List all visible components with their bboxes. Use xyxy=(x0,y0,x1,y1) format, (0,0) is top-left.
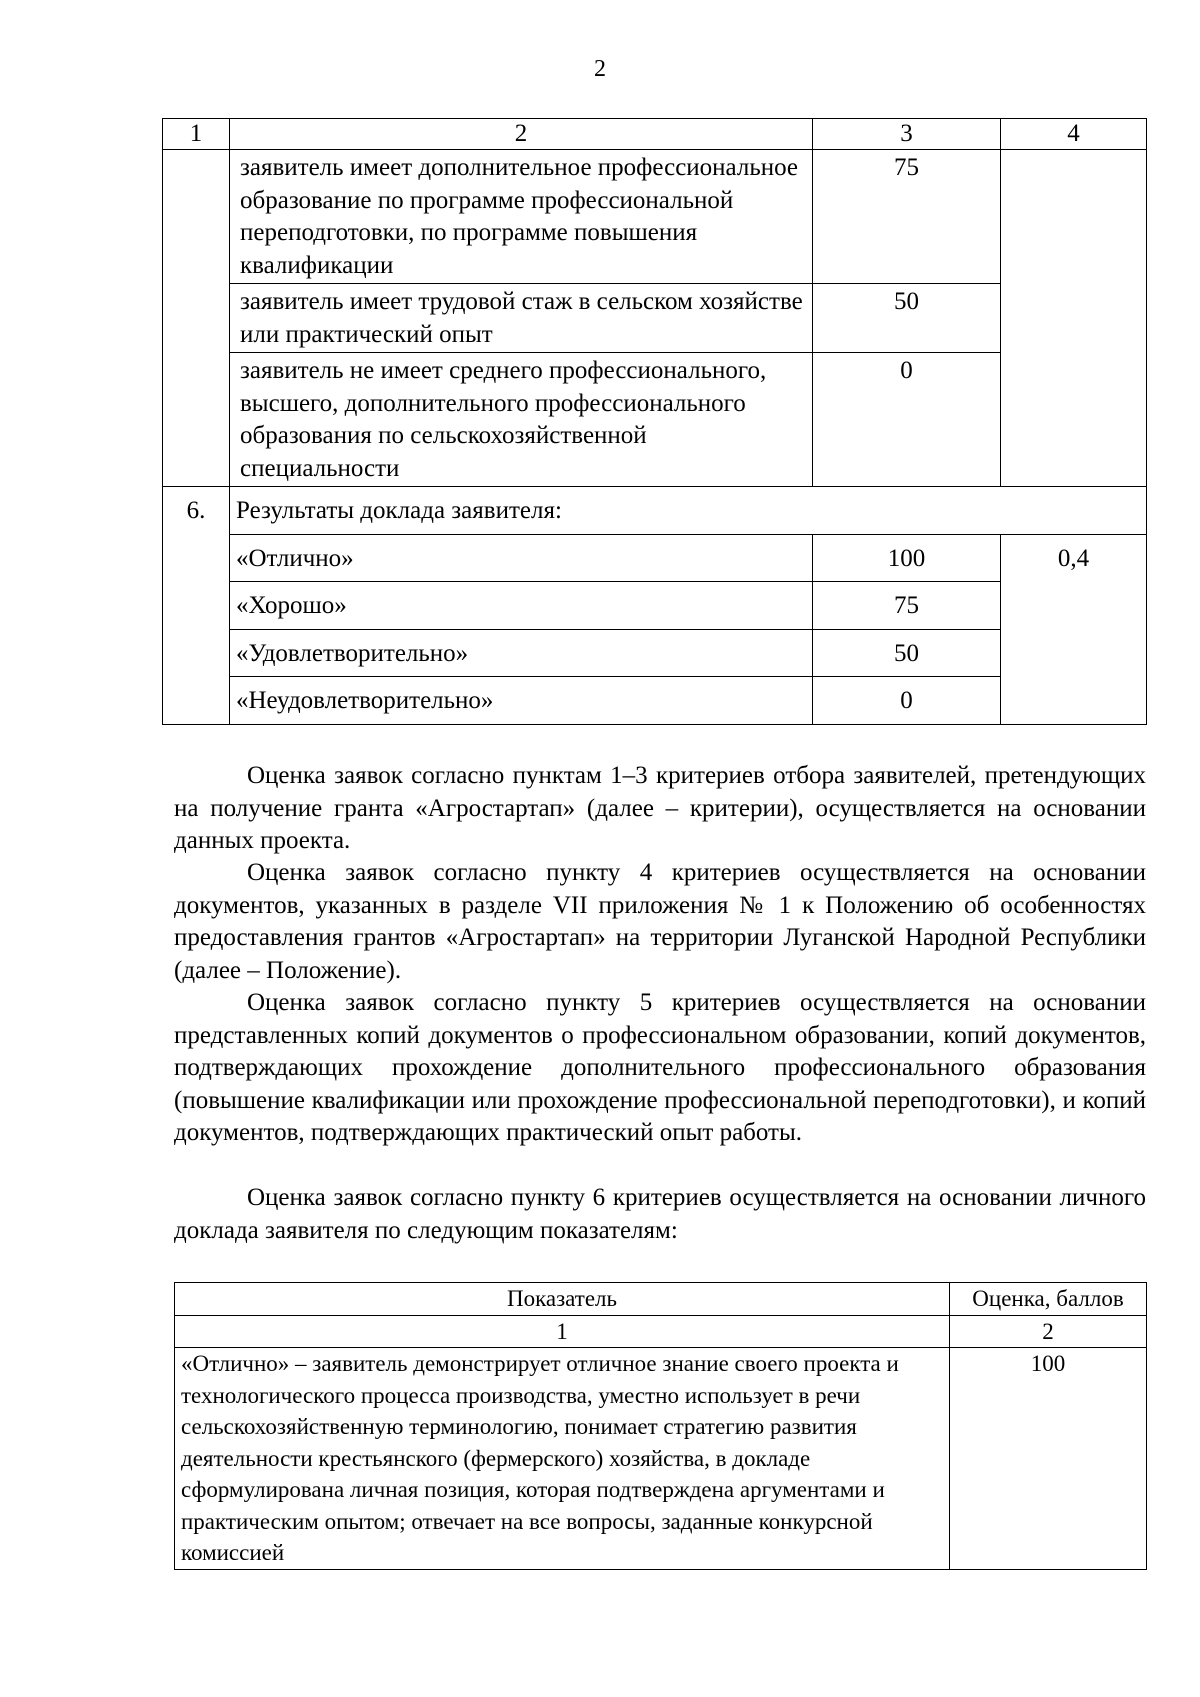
indicators-table xyxy=(174,1282,1147,1570)
criterion-option-text: заявитель имеет трудовой стаж в сельском хозяйстве или практический опыт xyxy=(230,284,813,353)
column-number-2: 2 xyxy=(950,1315,1147,1348)
column-number-1: 1 xyxy=(175,1315,950,1348)
rating-score: 50 xyxy=(813,629,1001,677)
criterion-number-cell xyxy=(163,534,230,724)
score-header: Оценка, баллов xyxy=(950,1283,1147,1316)
rating-label: «Отлично» xyxy=(230,534,813,582)
table-row xyxy=(163,629,1147,677)
criterion-option-score: 75 xyxy=(813,150,1001,284)
criterion-number-cell xyxy=(163,150,230,487)
criterion-6-title: Результаты доклада заявителя: xyxy=(230,487,1147,535)
table-row xyxy=(163,150,1147,284)
table-row xyxy=(163,677,1147,725)
table-row xyxy=(163,353,1147,487)
rating-score: 0 xyxy=(813,677,1001,725)
rating-label: «Неудовлетворительно» xyxy=(230,677,813,725)
indicator-score: 100 xyxy=(950,1348,1147,1570)
criteria-table xyxy=(162,118,1147,725)
paragraph-criterion-6: Оценка заявок согласно пункту 6 критериев осуществляется на основании личного доклада заявителя по следующим показателям: xyxy=(174,1184,1146,1244)
page-number: 2 xyxy=(594,56,606,82)
table-header-row xyxy=(175,1283,1147,1316)
rating-label: «Удовлетворительно» xyxy=(230,629,813,677)
criterion-option-score: 0 xyxy=(813,353,1001,487)
table-row xyxy=(163,582,1147,630)
criterion-weight-cell xyxy=(1001,150,1147,487)
column-number-2: 2 xyxy=(230,119,813,150)
table-row xyxy=(175,1348,1147,1570)
criterion-6-title-row xyxy=(163,487,1147,535)
table-numbering-row xyxy=(175,1315,1147,1348)
paragraph-criterion-5: Оценка заявок согласно пункту 5 критериев осуществляется на основании представленных копий документов о профессиональном образовании, копий документов, подтверждающих прохождение дополнительного профессионального образования (повышение квалификации или прохождение профессиональной переподготовки), и копий документов, подтверждающих практический опыт работы. xyxy=(174,989,1146,1146)
table-header-row xyxy=(163,119,1147,150)
paragraph-criterion-4: Оценка заявок согласно пункту 4 критериев осуществляется на основании документов, указанных в разделе VII приложения № 1 к Положению об особенностях предоставления грантов «Агростартап» на территории Луганской Народной Республики (далее – Положение). xyxy=(174,859,1146,984)
column-number-3: 3 xyxy=(813,119,1001,150)
rating-score: 100 xyxy=(813,534,1001,582)
criterion-option-score: 50 xyxy=(813,284,1001,353)
column-number-4: 4 xyxy=(1001,119,1147,150)
table-row xyxy=(163,284,1147,353)
criterion-option-text: заявитель имеет дополнительное профессиональное образование по программе профессиональной переподготовки, по программе повышения квалификации xyxy=(230,150,813,284)
rating-score: 75 xyxy=(813,582,1001,630)
criterion-6-number: 6. xyxy=(163,487,230,535)
table-row xyxy=(163,534,1147,582)
column-number-1: 1 xyxy=(163,119,230,150)
indicator-description: «Отлично» – заявитель демонстрирует отличное знание своего проекта и технологического процесса производства, уместно использует в речи сельскохозяйственную терминологию, понимает стратегию развития деятельности крестьянского (фермерского) хозяйства, в докладе сформулирована личная позиция, которая подтверждена аргументами и практическим опытом; отвечает на все вопросы, заданные конкурсной комиссией xyxy=(175,1348,950,1570)
criterion-6-weight: 0,4 xyxy=(1001,534,1147,724)
paragraph-criteria-1-3: Оценка заявок согласно пунктам 1–3 критериев отбора заявителей, претендующих на получение гранта «Агростартап» (далее – критерии), осуществляется на основании данных проекта. xyxy=(174,762,1146,854)
rating-label: «Хорошо» xyxy=(230,582,813,630)
indicator-header: Показатель xyxy=(175,1283,950,1316)
criterion-option-text: заявитель не имеет среднего профессионального, высшего, дополнительного профессионального образования по сельскохозяйственной специальности xyxy=(230,353,813,487)
